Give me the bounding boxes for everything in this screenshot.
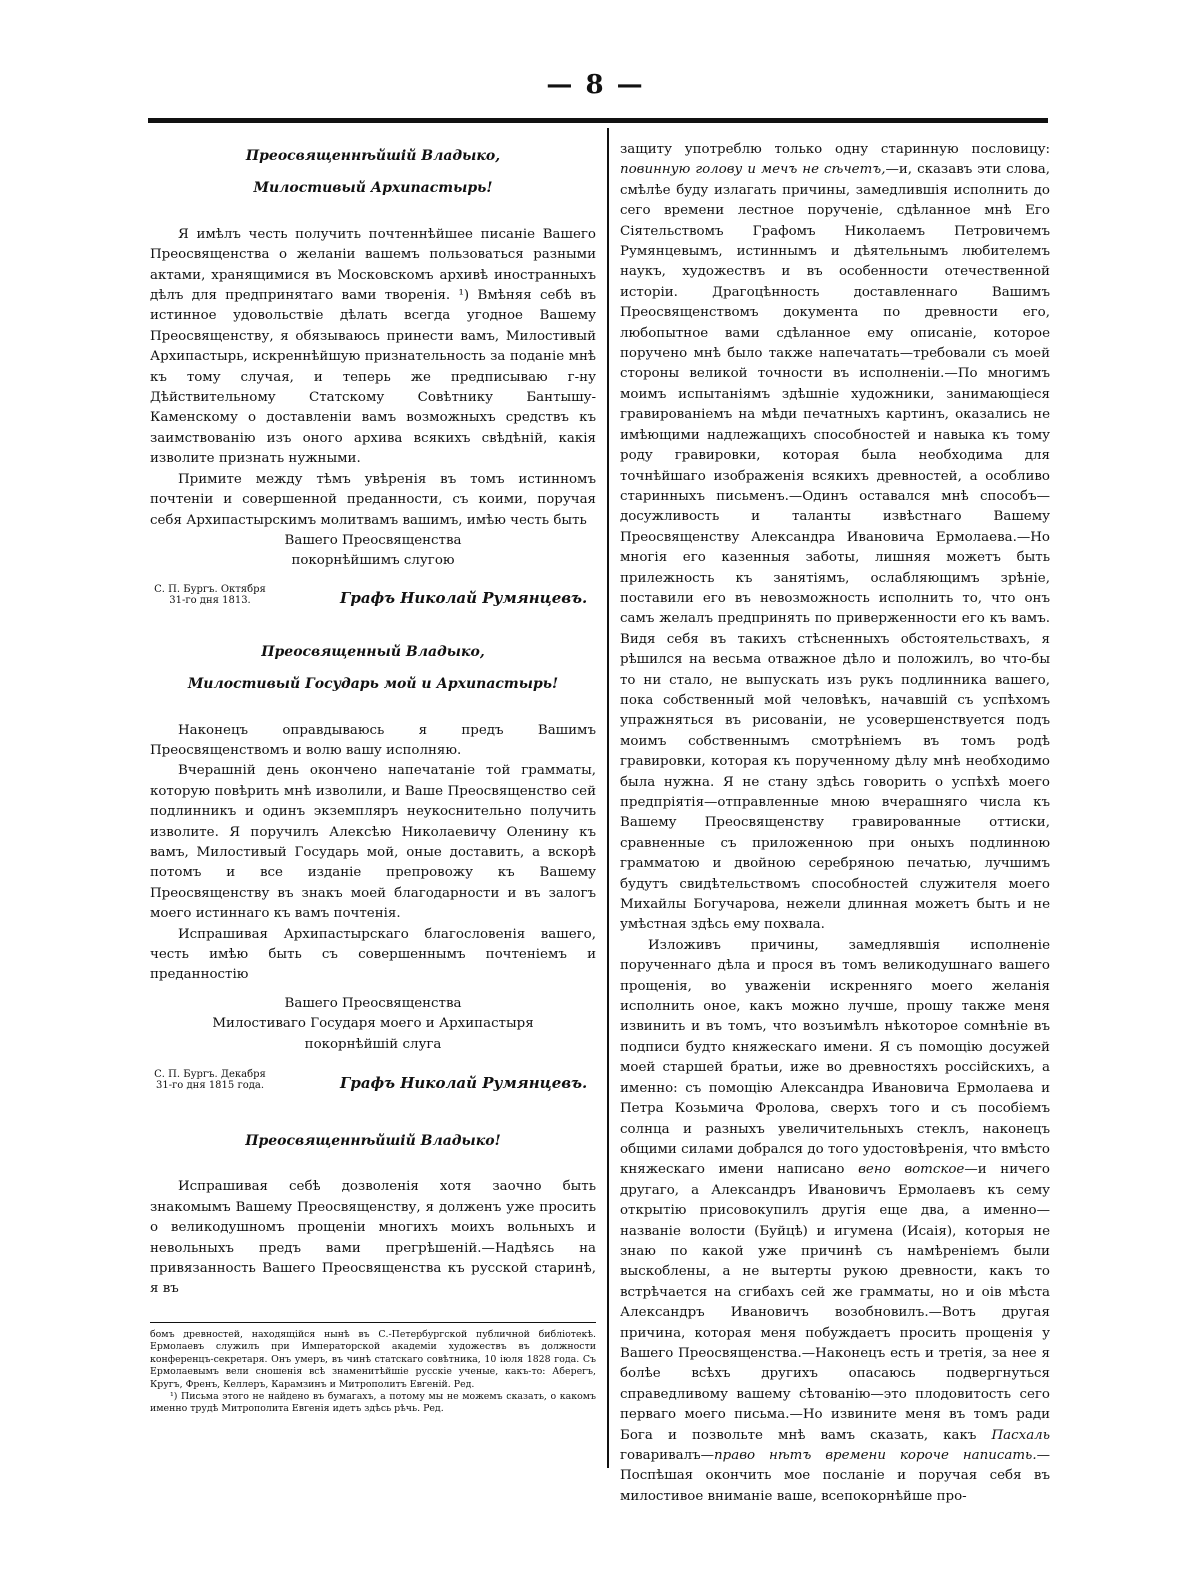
text-run: —и, сказавъ эти слова, смѣлѣе буду излагать причины, замедлившія исполнить до сего времени лестное порученіе, сдѣланное мнѣ Его Сіятельствомъ Графомъ Николаемъ Петровичемъ Румянцевымъ, истиннымъ и дѣятельнымъ любителемъ наукъ, художествъ и въ особенности отечественной исторіи. Драгоцѣнность доставленнаго Вашимъ Преосвященствомъ документа по древности его, любопытное вами сдѣланное ему описаніе, которое поручено мнѣ было также напечатать—требовали съ моей стороны великой точности въ исполненіи.—По многимъ моимъ испытаніямъ здѣшніе художники, занимающіеся гравированіемъ на мѣди печатныхъ картинъ, оказались не имѣющими надлежащихъ способностей и навыка къ тому роду гравировки, которая была необходима для точнѣйшаго изображенія всякихъ древностей, а особливо старинныхъ письменъ.—Одинъ оставался мнѣ способъ—досужливость и таланты извѣстнаго Вашему Преосвященству Александра Ивановича Ермолаева.—Но многія его казенныя заботы, лишняя можетъ быть прилежность къ занятіямъ, ослабляющимъ зрѣніе, поставили его въ невозможность исполнить то, что онъ самъ желалъ предпринять по приверженности его къ вамъ. Видя себя въ такихъ стѣсненныхъ обстоятельствахъ, я рѣшился на весьма отважное дѣло и положилъ, во что-бы то ни стало, не выпускать изъ рукъ подлинника вашего, пока собственный мой человѣкъ, начавшій съ успѣхомъ упражняться въ рисованіи, не усовершенствуется подъ моимъ собственнымъ смотрѣніемъ въ томъ родѣ гравировки, которая къ порученному дѣлу мнѣ необходимо была нужна. Я не стану здѣсь говорить о успѣхѣ моего предпріятія—отправленные мною вчерашняго числа къ Вашему Преосвященству гравированные оттиски, сравненные съ приложенною при оныхъ подлинною грамматою и двойною серебряною печатью, лучшимъ будутъ свидѣтельствомъ способностей служителя моего Михайлы Богучарова, нежели длинная можетъ быть и не умѣстная здѣсь ему похвала. bbox=[620, 162, 1050, 933]
spacer bbox=[150, 1163, 596, 1177]
letter1-date: С. П. Бургъ. Октября 31-го дня 1813. bbox=[154, 583, 266, 606]
text-run: —и ничего другаго, а Александръ Ивановичъ Ермолаевъ къ сему открытію присовокупилъ другія еще два, а именно—названіе волости (Буйцѣ) и игумена (Исаія), которыя не знаю по какой уже причинѣ съ намѣреніемъ были выскоблены, а не вытерты рукою древности, какъ то встрѣчается на сгибахъ сей же грамматы, но и оів мѣста Александръ Ивановичъ возобновилъ.—Вотъ другая причина, которая меня побуждаетъ просить прощенія у Вашего Преосвященства.—Наконецъ есть и третія, за нее я болѣе всѣхъ другихъ опасаюсь подвергнуться справедливому вашему сѣтованію—это плодовитость сего перваго моего письма.—Но извините меня въ томъ ради Бога и позвольте мнѣ вамъ сказать, какъ bbox=[620, 1162, 1050, 1443]
letter1-closing-2: покорнѣйшимъ слугою bbox=[291, 553, 455, 569]
page-number: — 8 — bbox=[546, 70, 645, 100]
letter2-closing-2: Милостиваго Государя моего и Архипастыря bbox=[212, 1016, 534, 1032]
letter2-salutation-2: Милостивый Государь мой и Архипастырь! bbox=[187, 676, 559, 693]
letter2-closing: Вашего Преосвященства bbox=[284, 995, 462, 1011]
letter2-paragraph-3: Испрашивая Архипастырскаго благословенія вашего, честь имѣю быть съ совершеннымъ почтеніемъ и преданностію bbox=[150, 926, 596, 983]
footnote-editor-mark: Ред. bbox=[453, 1378, 475, 1390]
inscription-italic: вено вотское bbox=[858, 1162, 965, 1178]
letter2-paragraph: Наконецъ оправдываюсь я предъ Вашимъ Преосвященствомъ и волю вашу исполняю. bbox=[150, 722, 596, 758]
spacer bbox=[150, 707, 596, 721]
quote-italic: право нѣтъ времени короче написать. bbox=[714, 1448, 1037, 1463]
letter1-closing: Вашего Преосвященства bbox=[284, 532, 462, 548]
right-column bbox=[620, 140, 1050, 1507]
footnote-continued-text: бомъ древностей, находящійся нынѣ въ С.-Петербургской публичной библіотекѣ. Ермолаевъ служилъ при Императорской академіи художествъ въ должности конференцъ-секретаря. Онъ умеръ, въ чинѣ статскаго совѣтника, 10 іюля 1828 года. Съ Ермолаевымъ вели сношенія всѣ знаменитѣйшіе русскіе ученые, какъ-то: Аберегъ, Кругъ, Френъ, Келлеръ, Карамзинъ и Митрополитъ Евгеній. bbox=[150, 1328, 596, 1390]
letter1-paragraph: Я имѣлъ честь получить почтеннѣйшее писаніе Вашего Преосвященства о желаніи вашемъ пользоваться разными актами, хранящимися въ Московскомъ архивѣ иностранныхъ дѣлъ для предпринятаго вами творенія. ¹) Вмѣняя себѣ въ истинное удовольствіе дѣлать всегда угодное Вашему Преосвященству, я обязываюсь принести вамъ, Милостивый Архипастырь, искреннѣйшую признательность за поданіе мнѣ къ тому случая, и теперь же предписываю г-ну Дѣйствительному Статскому Совѣтнику Бантышу-Каменскому о доставленіи вамъ возможныхъ средствъ къ заимствованію изъ оного архива всякихъ свѣдѣній, какія изволите признать нужными. bbox=[150, 226, 596, 467]
letter1-salutation: Преосвященнѣйшій Владыко, bbox=[245, 148, 501, 164]
footnotes bbox=[150, 1322, 596, 1416]
spacer bbox=[150, 211, 596, 225]
letter1-signature: Графъ Николай Румянцевъ. bbox=[340, 588, 588, 607]
pascal-italic: Пасхаль bbox=[991, 1427, 1050, 1443]
left-column bbox=[150, 140, 596, 1416]
proverb-italic: повинную голову и мечъ не сѣчетъ, bbox=[620, 162, 886, 178]
footnote-editor-mark: Ред. bbox=[423, 1403, 444, 1415]
letter2-date: С. П. Бургъ. Декабря 31-го дня 1815 года. bbox=[154, 1069, 266, 1092]
letter3-paragraph-2 bbox=[620, 936, 1050, 1507]
letter1-signature-block bbox=[150, 584, 596, 624]
text-run: говаривалъ— bbox=[620, 1448, 715, 1463]
text-run: Изложивъ причины, замедлявшія исполненіе порученнаго дѣла и прося въ томъ великодушнаго вашего прощенія, во уваженіи искренняго моего желанія исполнить оное, какъ можно лучше, прошу также меня извинить и въ томъ, что возъимѣлъ нѣкоторое сомнѣніе въ подписи будто княжескаго имени. Я съ помощію досужей моей старшей братьи, иже во древностяхъ россійскихъ, а именно: съ помощію Александра Ивановича Ермолаева и Петра Козьмича Фролова, сверхъ того и съ пособіемъ солнца и разныхъ увеличительныхъ стеклъ, наконецъ общими силами добрался до того удостовѣренія, что вмѣсто княжескаго имени написано bbox=[620, 937, 1050, 1178]
letter2-closing-3: покорнѣйшій слуга bbox=[304, 1036, 442, 1052]
letter2-signature: Графъ Николай Румянцевъ. bbox=[340, 1074, 588, 1093]
letter3-paragraph: Испрашивая себѣ дозволенія хотя заочно быть знакомымъ Вашему Преосвященству, я долженъ уже просить о великодушномъ прощеніи многихъ моихъ вольныхъ и невольныхъ предъ вами прегрѣшеній.—Надѣясь на привязанность Вашего Преосвященства къ русской старинѣ, я въ bbox=[150, 1179, 596, 1297]
letter3-salutation: Преосвященнѣйшій Владыко! bbox=[245, 1133, 501, 1150]
text-run: защиту употреблю только одну старинную пословицу: bbox=[620, 142, 1050, 157]
letter2-paragraph-2: Вчерашній день окончено напечатаніе той грамматы, которую повѣрить мнѣ изволили, и Ваше Преосвященство сей подлинникъ и одинъ экземпляръ неукоснительно получить изволите. Я поручилъ Алексѣю Николаевичу Оленину къ вамъ, Милостивый Государь мой, оные доставить, а вскорѣ потомъ и все изданіе препровожу къ Вашему Преосвященству въ знакъ моей благодарности и въ залогъ моего истиннаго къ вамъ почтенія. bbox=[150, 763, 596, 922]
footnote-1 bbox=[150, 1391, 596, 1416]
header-rule bbox=[148, 118, 1048, 123]
footnote-continued bbox=[150, 1329, 596, 1391]
letter2-salutation: Преосвященный Владыко, bbox=[261, 643, 485, 660]
letter2-signature-block bbox=[150, 1069, 596, 1113]
text-run: —Поспѣшая окончить мое посланіе и поручая себя въ милостивое вниманіе ваше, всепокорнѣйше про- bbox=[620, 1448, 1050, 1504]
letter1-salutation-2: Милостивый Архипастырь! bbox=[253, 180, 493, 197]
letter3-continuation bbox=[620, 140, 1050, 936]
footnote-1-text: ¹) Письма этого не найдено въ бумагахъ, а потому мы не можемъ сказать, о какомъ именно трудѣ Митрополита Евгенія идетъ здѣсь рѣчь. bbox=[150, 1390, 596, 1415]
column-divider bbox=[607, 128, 609, 1468]
letter1-paragraph-2: Примите между тѣмъ увѣренія въ томъ истинномъ почтеніи и совершенной преданности, съ коими, поручая себя Архипастырскимъ молитвамъ вашимъ, имѣю честь быть bbox=[150, 471, 596, 528]
